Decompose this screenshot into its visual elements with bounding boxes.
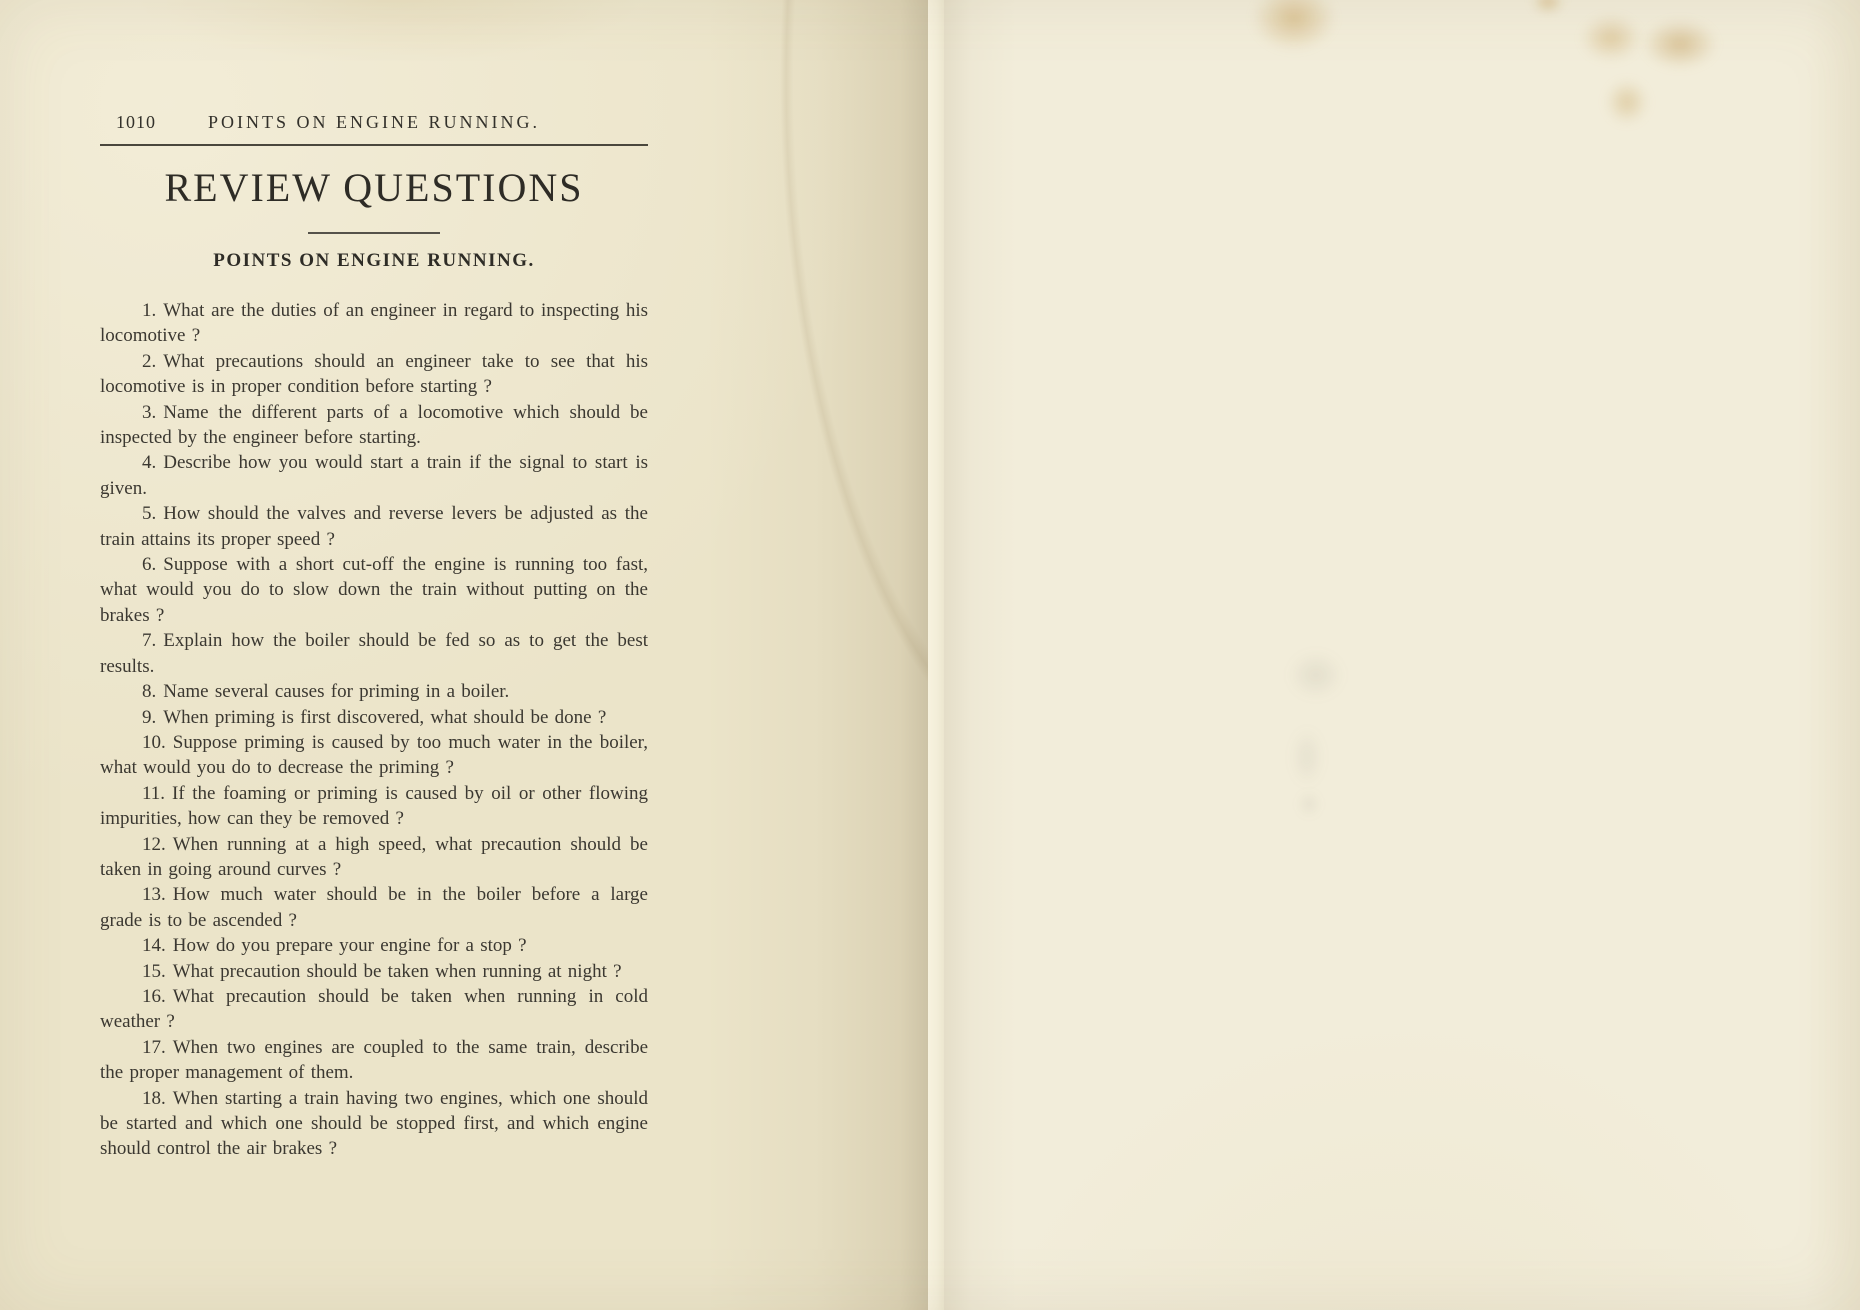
left-page (0, 0, 928, 1310)
question-number: 5. (142, 503, 157, 525)
question-paragraph: 5. How should the valves and reverse levers be adjusted as the train attains its proper speed ? (100, 503, 648, 550)
question-paragraph: 7. Explain how the boiler should be fed so as to get the best results. (100, 630, 648, 677)
question-paragraph: 12. When running at a high speed, what precaution should be taken in going around curves ? (100, 833, 648, 880)
title-rule (308, 232, 440, 234)
running-head: POINTS ON ENGINE RUNNING. (208, 112, 540, 132)
question-number: 6. (142, 554, 157, 576)
question-number: 3. (142, 401, 157, 423)
question-paragraph: 10. Suppose priming is caused by too much water in the boiler, what would you do to decrease the priming ? (100, 731, 648, 779)
question-number: 18. (142, 1087, 166, 1109)
question-number: 8. (142, 681, 157, 703)
question-paragraph: 14. How do you prepare your engine for a stop ? (142, 935, 527, 957)
question-number: 13. (142, 884, 166, 906)
question-number: 10. (142, 731, 166, 753)
question-paragraph: 2. What precautions should an engineer take to see that his locomotive is in proper condition before starting ? (100, 350, 648, 398)
page-header (100, 112, 648, 135)
pencil-smudge (1288, 720, 1326, 794)
page-number: 1010 (116, 112, 156, 132)
right-page-blank (944, 0, 1860, 1310)
foxing-stain (1600, 74, 1654, 130)
question-number: 4. (142, 452, 157, 474)
question-number: 16. (142, 985, 166, 1007)
question-number: 2. (142, 350, 157, 372)
question-number: 15. (142, 960, 166, 982)
question-paragraph: 8. Name several causes for priming in a boiler. (142, 681, 510, 703)
page-title: REVIEW QUESTIONS (164, 165, 584, 210)
question-number: 9. (142, 706, 157, 728)
question-number: 7. (142, 630, 157, 652)
question-paragraph: 16. What precaution should be taken when running in cold weather ? (100, 985, 648, 1033)
question-paragraph: 1. What are the duties of an engineer in regard to inspecting his locomotive ? (100, 300, 648, 347)
question-number: 11. (142, 782, 166, 804)
page-gutter-fold (928, 0, 944, 1310)
pencil-smudge (1295, 788, 1323, 820)
question-number: 1. (142, 300, 157, 321)
question-paragraph: 11. If the foaming or priming is caused by oil or other flowing impurities, how can they be removed ? (100, 782, 648, 830)
question-number: 17. (142, 1036, 166, 1058)
question-paragraph: 18. When starting a train having two engines, which one should be started and which one should be stopped first, and which engine should control the air brakes ? (100, 1087, 648, 1160)
question-number: 12. (142, 833, 166, 855)
question-paragraph: 13. How much water should be in the boiler before a large grade is to be ascended ? (100, 884, 648, 931)
question-paragraph: 15. What precaution should be taken when running at night ? (142, 960, 622, 982)
section-heading: POINTS ON ENGINE RUNNING. (213, 250, 535, 271)
pencil-smudge (1282, 646, 1350, 704)
question-paragraph: 17. When two engines are coupled to the same train, describe the proper management of them. (100, 1036, 648, 1084)
foxing-stain (1632, 12, 1728, 76)
question-number: 14. (142, 935, 166, 957)
left-page-content (100, 112, 648, 1162)
question-paragraph: 4. Describe how you would start a train if the signal to start is given. (100, 452, 648, 499)
question-paragraph: 9. When priming is first discovered, what should be done ? (142, 706, 607, 728)
question-paragraph: 6. Suppose with a short cut-off the engine is running too fast, what would you do to slow down the train without putting on the brakes ? (100, 554, 648, 626)
questions-list (100, 298, 648, 1162)
header-rule (100, 144, 648, 146)
question-paragraph: 3. Name the different parts of a locomotive which should be inspected by the engineer before starting. (100, 401, 648, 449)
